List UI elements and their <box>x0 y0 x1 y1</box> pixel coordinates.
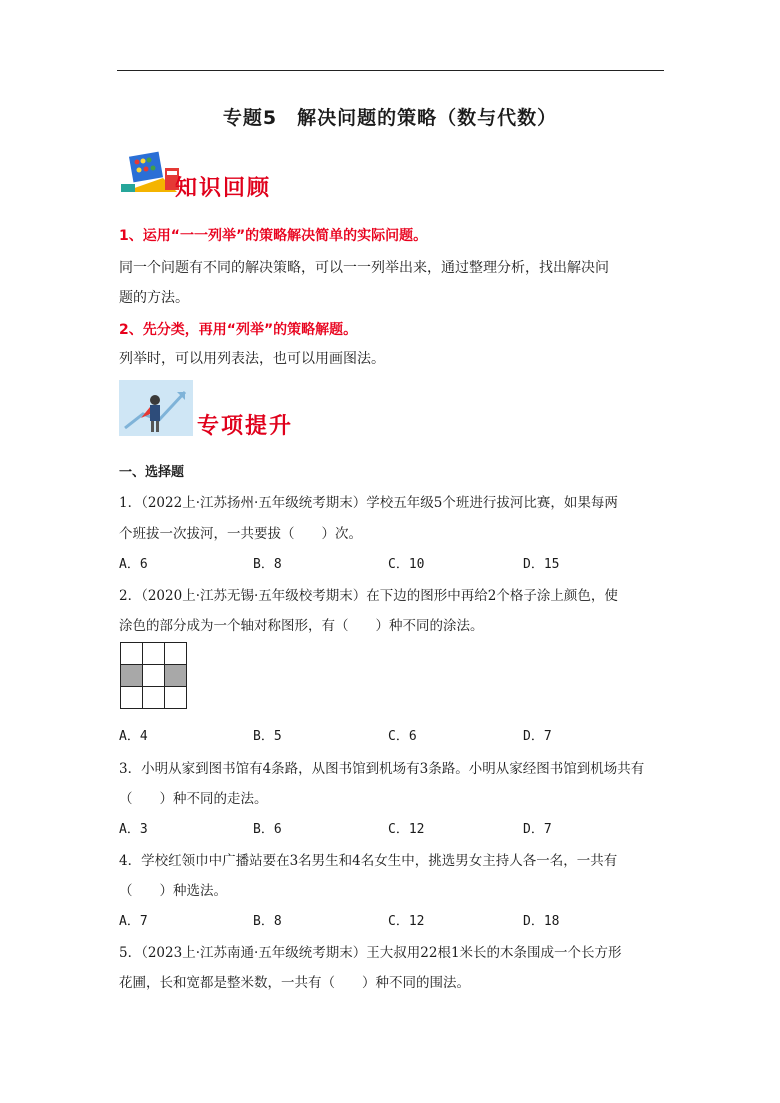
grid-cell <box>164 686 187 709</box>
option-d[interactable]: D．18 <box>523 914 560 929</box>
grid-cell <box>142 664 165 687</box>
option-a[interactable]: A．4 <box>119 729 148 744</box>
point-1-desc-cont: 题的方法。 <box>119 290 189 306</box>
option-a[interactable]: A．6 <box>119 557 148 572</box>
grid-cell <box>164 664 187 687</box>
question-1-line-1: 1．（2022上·江苏扬州·五年级统考期末）学校五年级5个班进行拔河比赛，如果每两 <box>119 495 618 511</box>
grid-cell <box>164 642 187 665</box>
question-2-line-2: 涂色的部分成为一个轴对称图形，有（ ）种不同的涂法。 <box>119 618 484 634</box>
option-c[interactable]: C．10 <box>388 557 425 572</box>
question-5-line-1: 5．（2023上·江苏南通·五年级统考期末）王大叔用22根1米长的木条围成一个长方形 <box>119 945 622 961</box>
point-1: 1、运用“一一列举”的策略解决简单的实际问题。 <box>119 228 428 244</box>
grid-cell <box>120 642 143 665</box>
question-4-line-1: 4．学校红领巾中广播站要在3名男生和4名女生中，挑选男女主持人各一名，一共有 <box>119 853 618 869</box>
option-a[interactable]: A．7 <box>119 914 148 929</box>
page-title: 专题5 解决问题的策略（数与代数） <box>222 107 558 129</box>
option-c[interactable]: C．6 <box>388 729 417 744</box>
point-2: 2、先分类，再用“列举”的策略解题。 <box>119 322 358 338</box>
choice-heading: 一、选择题 <box>119 465 185 480</box>
question-4-line-2: （ ）种选法。 <box>119 883 227 899</box>
grid-cell <box>142 642 165 665</box>
option-d[interactable]: D．7 <box>523 822 552 837</box>
option-d[interactable]: D．15 <box>523 557 560 572</box>
section-label: 知识回顾 <box>175 175 272 201</box>
question-5-line-2: 花圃，长和宽都是整米数，一共有（ ）种不同的围法。 <box>119 975 470 991</box>
section-practice <box>119 380 294 439</box>
question-2-line-1: 2．（2020上·江苏无锡·五年级校考期末）在下边的图形中再给2个格子涂上颜色，使 <box>119 588 618 604</box>
option-b[interactable]: B．5 <box>253 729 282 744</box>
abacus-icon <box>119 148 183 198</box>
option-c[interactable]: C．12 <box>388 822 425 837</box>
grid-cell <box>120 686 143 709</box>
grid-cell <box>142 686 165 709</box>
option-b[interactable]: B．8 <box>253 557 282 572</box>
option-a[interactable]: A．3 <box>119 822 148 837</box>
option-d[interactable]: D．7 <box>523 729 552 744</box>
question-3-line-1: 3．小明从家到图书馆有4条路，从图书馆到机场有3条路。小明从家经图书馆到机场共有 <box>119 761 645 777</box>
grid-cell <box>120 664 143 687</box>
growth-person-icon <box>119 380 193 436</box>
question-3-line-2: （ ）种不同的走法。 <box>119 791 268 807</box>
section-label: 专项提升 <box>197 413 294 439</box>
grid-figure <box>120 642 186 708</box>
option-b[interactable]: B．6 <box>253 822 282 837</box>
option-c[interactable]: C．12 <box>388 914 425 929</box>
section-knowledge-review <box>119 148 272 201</box>
option-b[interactable]: B．8 <box>253 914 282 929</box>
point-1-desc: 同一个问题有不同的解决策略，可以一一列举出来，通过整理分析，找出解决问 <box>119 260 609 276</box>
point-2-desc: 列举时，可以用列表法，也可以用画图法。 <box>119 351 385 367</box>
question-1-line-2: 个班拔一次拔河，一共要拔（ ）次。 <box>119 526 362 542</box>
top-rule <box>117 70 664 71</box>
